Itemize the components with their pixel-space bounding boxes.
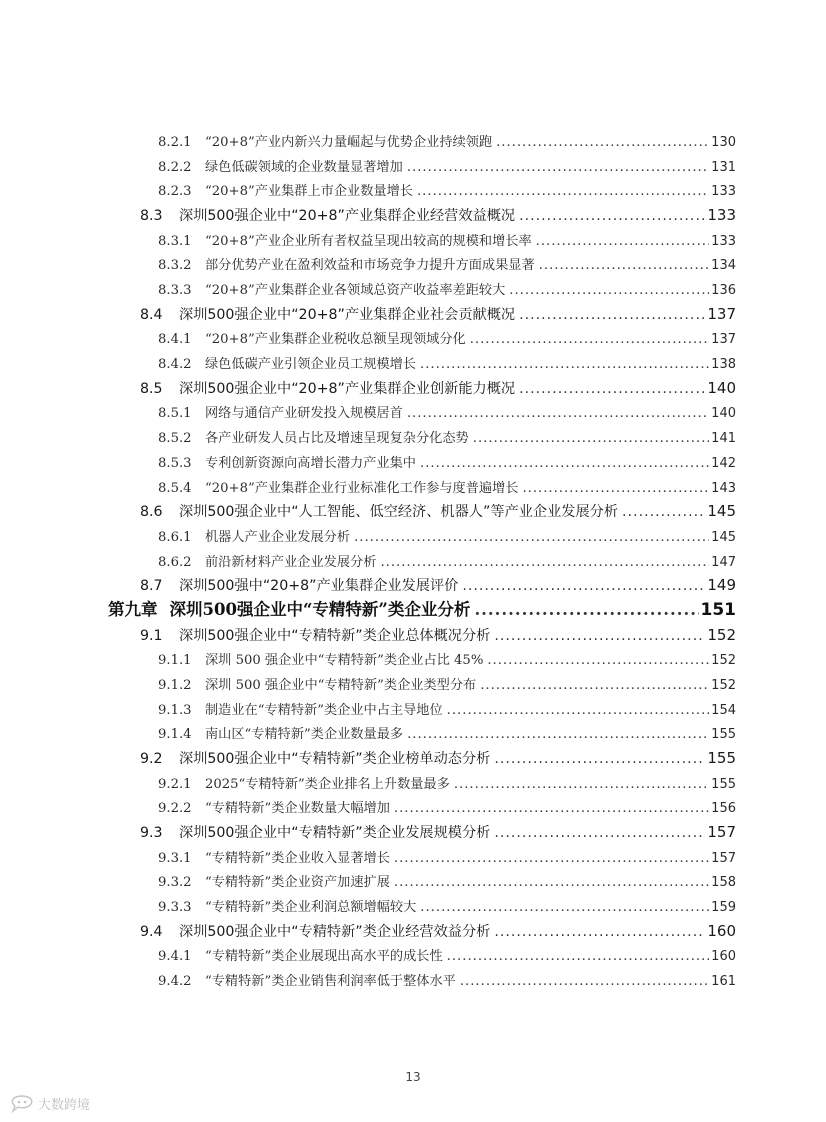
- toc-entry-page: 161: [711, 974, 736, 990]
- toc-entry-page: 130: [711, 135, 736, 150]
- toc-entry-page: 152: [711, 653, 736, 669]
- toc-dot-leader: [622, 504, 705, 520]
- toc-entry-title: 深圳500强中“20+8”产业集群企业发展评价: [179, 578, 459, 595]
- toc-dot-leader: [394, 875, 709, 890]
- toc-entry-title: 深圳500强企业中“20+8”产业集群企业社会贡献概况: [179, 306, 516, 323]
- toc-dot-leader: [536, 234, 710, 249]
- toc-entry[interactable]: [158, 131, 736, 150]
- toc-dot-leader: [354, 530, 709, 545]
- toc-entry[interactable]: [158, 353, 736, 372]
- toc-entry[interactable]: [140, 822, 736, 842]
- toc-entry[interactable]: [140, 205, 736, 225]
- toc-entry-page: 137: [711, 332, 736, 348]
- toc-entry[interactable]: [158, 649, 736, 668]
- toc-dot-leader: [473, 431, 709, 446]
- toc-entry-number: 9.3.1: [158, 850, 192, 866]
- toc-entry-page: 157: [707, 823, 736, 842]
- toc-dot-leader: [394, 851, 709, 866]
- toc-entry-page: 160: [707, 921, 736, 940]
- toc-entry-title: 前沿新材料产业企业发展分析: [205, 554, 377, 570]
- toc-entry-number: 9.2: [140, 751, 163, 767]
- toc-entry-title: 部分优势产业在盈利效益和市场竞争力提升方面成果显著: [205, 258, 535, 274]
- toc-dot-leader: [519, 307, 705, 323]
- toc-entry-title: 机器人产业企业发展分析: [205, 529, 351, 545]
- toc-entry-number: 8.3.3: [158, 283, 192, 299]
- toc-dot-leader: [494, 628, 705, 644]
- toc-entry-page: 159: [711, 900, 736, 916]
- toc-entry[interactable]: [158, 970, 736, 989]
- toc-entry-title: “专精特新”类企业数量大幅增加: [205, 801, 390, 817]
- toc-entry-number: 9.2.2: [158, 801, 192, 817]
- toc-entry[interactable]: [158, 477, 736, 496]
- toc-entry[interactable]: [158, 452, 736, 471]
- toc-entry-page: 160: [711, 949, 736, 965]
- toc-dot-leader: [519, 208, 705, 224]
- toc-entry-number: 8.4.2: [158, 357, 192, 373]
- toc-entry-page: 145: [707, 502, 736, 521]
- toc-dot-leader: [494, 924, 705, 940]
- toc-entry-title: 深圳500强企业中“专精特新”类企业发展规模分析: [179, 825, 491, 842]
- toc-entry-page: 133: [711, 233, 736, 249]
- toc-entry[interactable]: [140, 378, 736, 398]
- toc-entry-page: 155: [711, 727, 736, 743]
- toc-dot-leader: [519, 381, 705, 397]
- toc-entry-title: 深圳500强企业中“专精特新”类企业榜单动态分析: [179, 751, 491, 767]
- toc-entry-page: 140: [707, 378, 736, 397]
- toc-entry-page: 142: [711, 455, 736, 471]
- toc-entry-page: 137: [707, 304, 736, 323]
- toc-entry-title: “专精特新”类企业销售利润率低于整体水平: [205, 974, 456, 990]
- toc-entry-title: 深圳 500 强企业中“专精特新”类企业类型分布: [205, 677, 477, 693]
- toc-entry-page: 140: [711, 406, 736, 422]
- toc-entry-number: 8.6.2: [158, 554, 192, 570]
- toc-entry-title: “专精特新”类企业利润总额增幅较大: [205, 900, 417, 916]
- toc-entry-title: “20+8”产业集群企业各领域总资产收益率差距较大: [205, 283, 506, 299]
- toc-entry-title: “20+8”产业集群上市企业数量增长: [205, 184, 413, 200]
- toc-entry-number: 9.4.1: [158, 949, 192, 965]
- toc-entry-number: 第九章: [108, 599, 158, 619]
- toc-entry-number: 9.4: [140, 923, 163, 940]
- toc-entry-title: 深圳500强企业中“专精特新”类企业总体概况分析: [179, 627, 491, 644]
- toc-dot-leader: [494, 751, 705, 767]
- toc-dot-leader: [407, 160, 709, 175]
- toc-entry[interactable]: [158, 279, 736, 298]
- toc-dot-leader: [394, 801, 709, 816]
- toc-entry-number: 8.3: [140, 208, 163, 225]
- toc-entry-page: 134: [711, 258, 736, 274]
- toc-dot-leader: [496, 135, 709, 150]
- toc-entry-number: 8.5.4: [158, 480, 192, 496]
- toc-dot-leader: [480, 678, 709, 693]
- toc-entry[interactable]: [158, 402, 736, 421]
- toc-entry-page: 131: [711, 159, 736, 175]
- toc-entry-number: 8.6: [140, 504, 163, 521]
- toc-entry-page: 156: [711, 801, 736, 817]
- toc-dot-leader: [417, 184, 709, 199]
- toc-entry-title: “专精特新”类企业资产加速扩展: [205, 875, 390, 891]
- toc-entry-page: 147: [711, 554, 736, 570]
- toc-entry-title: 深圳500强企业中“20+8”产业集群企业创新能力概况: [179, 380, 516, 397]
- toc-entry-page: 152: [707, 625, 736, 644]
- toc-entry-title: 网络与通信产业研发投入规模居首: [205, 406, 403, 422]
- toc-entry-number: 8.5.2: [158, 431, 192, 447]
- toc-entry-number: 8.2.1: [158, 135, 192, 150]
- toc-entry[interactable]: [158, 896, 736, 915]
- toc-dot-leader: [380, 555, 709, 570]
- toc-entry-page: 133: [707, 206, 736, 225]
- toc-entry-number: 8.4: [140, 306, 163, 323]
- toc-entry[interactable]: [158, 328, 736, 347]
- toc-entry-number: 9.2.1: [158, 776, 192, 792]
- toc-entry-number: 8.7: [140, 578, 163, 595]
- toc-entry-title: “20+8”产业集群企业行业标准化工作参与度普遍增长: [205, 480, 519, 496]
- toc-entry[interactable]: [158, 427, 736, 446]
- toc-entry[interactable]: [158, 551, 736, 570]
- toc-dot-leader: [474, 600, 698, 619]
- toc-dot-leader: [509, 283, 709, 298]
- toc-entry-number: 9.1.1: [158, 653, 192, 669]
- toc-entry[interactable]: [140, 625, 736, 645]
- toc-dot-leader: [539, 258, 709, 273]
- toc-entry-number: 9.3.2: [158, 875, 192, 891]
- toc-entry-title: “20+8”产业集群企业税收总额呈现领域分化: [205, 332, 466, 348]
- toc-entry-number: 9.3: [140, 825, 163, 842]
- toc-entry-title: 绿色低碳产业引领企业员工规模增长: [205, 357, 416, 373]
- toc-entry[interactable]: [158, 526, 736, 545]
- toc-entry-title: “20+8”产业企业所有者权益呈现出较高的规模和增长率: [205, 233, 532, 249]
- toc-entry[interactable]: [158, 723, 736, 742]
- toc-entry-number: 9.1.3: [158, 702, 192, 718]
- page-number: 13: [405, 1070, 421, 1084]
- toc-dot-leader: [460, 974, 709, 989]
- toc-entry-page: 152: [711, 677, 736, 693]
- toc-dot-leader: [522, 481, 709, 496]
- toc-entry[interactable]: [158, 699, 736, 718]
- toc-dot-leader: [447, 949, 710, 964]
- toc-dot-leader: [407, 406, 709, 421]
- toc-entry-title: 深圳500强企业中“20+8”产业集群企业经营效益概况: [179, 208, 516, 225]
- watermark: [10, 1094, 90, 1113]
- toc-entry[interactable]: [140, 748, 736, 768]
- toc-entry[interactable]: [158, 230, 736, 249]
- toc-dot-leader: [420, 456, 709, 471]
- toc-entry-number: 9.3.3: [158, 900, 192, 916]
- toc-entry-number: 9.4.2: [158, 974, 192, 990]
- toc-entry-number: 9.1.4: [158, 727, 192, 743]
- toc-entry[interactable]: [158, 773, 736, 792]
- toc-entry-page: 155: [711, 776, 736, 792]
- toc-entry-title: “专精特新”类企业收入显著增长: [205, 850, 390, 866]
- toc-entry-title: 各产业研发人员占比及增速呈现复杂分化态势: [205, 431, 469, 447]
- toc-entry-number: 8.5: [140, 380, 163, 397]
- toc-entry[interactable]: [158, 254, 736, 273]
- toc-entry-page: 151: [700, 599, 736, 620]
- toc-entry-title: 南山区“专精特新”类企业数量最多: [205, 727, 404, 743]
- toc-entry[interactable]: [158, 156, 736, 175]
- toc-dot-leader: [420, 357, 709, 372]
- toc-entry-number: 8.2.2: [158, 159, 192, 175]
- toc-entry[interactable]: [140, 921, 736, 941]
- toc-entry[interactable]: [140, 304, 736, 324]
- toc-entry-title: “20+8”产业内新兴力量崛起与优势企业持续领跑: [205, 135, 493, 150]
- toc-entry[interactable]: [158, 847, 736, 866]
- toc-entry-title: 深圳500强企业中“专精特新”类企业经营效益分析: [179, 923, 491, 940]
- toc-entry-page: 158: [711, 875, 736, 891]
- toc-entry-number: 9.1: [140, 627, 163, 644]
- toc-entry-title: 深圳 500 强企业中“专精特新”类企业占比 45%: [205, 653, 484, 669]
- toc-entry-title: 深圳500强企业中“专精特新”类企业分析: [169, 599, 471, 619]
- toc-entry[interactable]: [158, 871, 736, 890]
- toc-entry-number: 8.5.1: [158, 406, 192, 422]
- toc-entry-page: 136: [711, 283, 736, 299]
- toc-entry[interactable]: [158, 945, 736, 964]
- watermark-text: 大数跨境: [38, 1098, 91, 1113]
- speech-bubble-logo-icon: [10, 1095, 34, 1113]
- toc-dot-leader: [447, 703, 710, 718]
- toc-entry[interactable]: [108, 596, 736, 620]
- toc-entry-number: 8.6.1: [158, 529, 192, 545]
- toc-entry-title: 深圳500强企业中“人工智能、低空经济、机器人”等产业企业发展分析: [179, 504, 619, 521]
- toc-entry-number: 9.1.2: [158, 677, 192, 693]
- toc-entry-page: 138: [711, 357, 736, 373]
- toc-entry-page: 141: [711, 431, 736, 447]
- toc-dot-leader: [470, 332, 709, 347]
- toc-dot-leader: [407, 727, 709, 742]
- toc-dot-leader: [494, 825, 705, 841]
- toc-entry[interactable]: [140, 575, 736, 595]
- toc-entry-page: 145: [711, 529, 736, 545]
- toc-entry-page: 155: [707, 749, 736, 767]
- toc-entry-title: 制造业在“专精特新”类企业中占主导地位: [205, 702, 443, 718]
- toc-entry-page: 133: [711, 184, 736, 200]
- toc-dot-leader: [462, 578, 705, 594]
- toc-entry[interactable]: [158, 797, 736, 816]
- toc-entry-page: 154: [711, 702, 736, 718]
- toc-entry[interactable]: [140, 501, 736, 521]
- toc-entry-page: 157: [711, 850, 736, 866]
- toc-entry-number: 8.3.1: [158, 233, 192, 249]
- toc-entry-title: 绿色低碳领域的企业数量显著增加: [205, 159, 403, 175]
- toc-dot-leader: [420, 900, 709, 915]
- toc-dot-leader: [487, 653, 709, 668]
- toc-dot-leader: [454, 777, 709, 792]
- toc-entry-number: 8.5.3: [158, 455, 192, 471]
- toc-entry-title: 专利创新资源向高增长潜力产业集中: [205, 455, 416, 471]
- toc-entry-number: 8.3.2: [158, 258, 192, 274]
- toc-entry-page: 143: [711, 480, 736, 496]
- toc-entry[interactable]: [158, 674, 736, 693]
- toc-entry-title: 2025“专精特新”类企业排名上升数量最多: [205, 776, 450, 792]
- toc-entry-title: “专精特新”类企业展现出高水平的成长性: [205, 949, 443, 965]
- toc-entry-number: 8.4.1: [158, 332, 192, 348]
- toc-entry[interactable]: [158, 180, 736, 199]
- toc-entry-page: 149: [707, 576, 736, 595]
- toc-entry-number: 8.2.3: [158, 184, 192, 200]
